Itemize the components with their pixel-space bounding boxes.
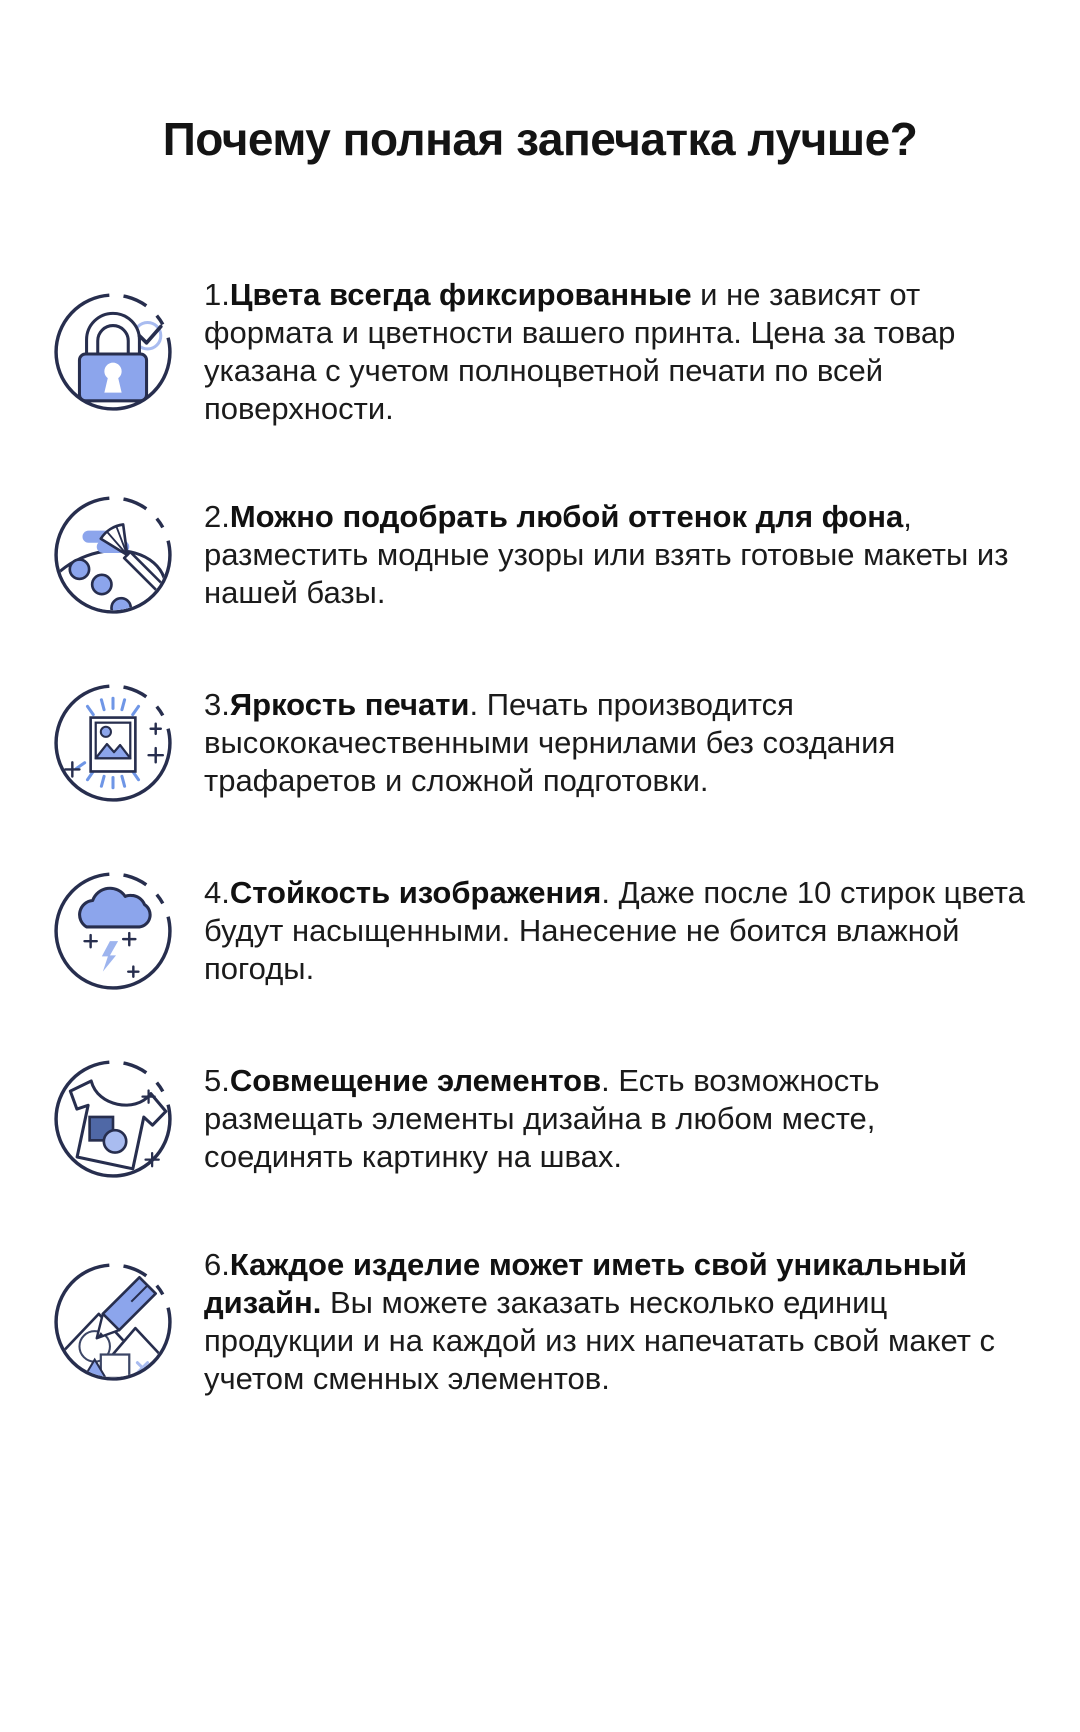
item-text [204, 1246, 1026, 1398]
list-item [52, 1246, 1080, 1398]
item-rest-text: и не зависят от формата и цветности вашего принта. Цена за товар указана с учетом полноцветной печати по всей поверхности. [204, 277, 956, 426]
item-number: 6. [204, 1247, 230, 1282]
item-number: 5. [204, 1063, 230, 1098]
list-item [52, 870, 1080, 992]
tshirt-elements-icon [52, 1058, 174, 1180]
weatherproof-cloud-icon [52, 870, 174, 992]
infographic-page [0, 112, 1080, 1732]
list-item [52, 494, 1080, 616]
page-title: Почему полная запечатка лучше? [162, 113, 918, 165]
item-number: 1. [204, 277, 230, 312]
item-text [204, 686, 1026, 800]
bright-image-icon [52, 682, 174, 804]
item-rest-text: . Печать производится высококачественными чернилами без создания трафаретов и сложной подготовки. [204, 687, 896, 798]
item-rest-text: , разместить модные узоры или взять готовые макеты из нашей базы. [204, 499, 1009, 610]
list-item [52, 276, 1080, 428]
item-text [204, 276, 1026, 428]
item-bold-text: Цвета всегда фиксированные [229, 277, 692, 312]
item-bold-text: Яркость печати [229, 687, 470, 722]
list-item [52, 1058, 1080, 1180]
list-item [52, 682, 1080, 804]
benefits-list [0, 276, 1080, 1398]
item-number: 3. [204, 687, 230, 722]
item-bold-text: Стойкость изображения [229, 875, 602, 910]
item-number: 4. [204, 875, 230, 910]
item-text [204, 498, 1026, 612]
palette-brush-icon [52, 494, 174, 616]
item-rest-text: Вы можете заказать несколько единиц продукции и на каждой из них напечатать свой макет с учетом сменных элементов. [204, 1285, 996, 1396]
item-rest-text: . Даже после 10 стирок цвета будут насыщенными. Нанесение не боится влажной погоды. [204, 875, 1025, 986]
item-bold-text: Можно подобрать любой оттенок для фона [229, 499, 904, 534]
item-text [204, 1062, 1026, 1176]
item-bold-text: Каждое изделие может иметь свой уникальный дизайн. [204, 1247, 968, 1320]
item-text [204, 874, 1026, 988]
item-number: 2. [204, 499, 230, 534]
item-bold-text: Совмещение элементов [229, 1063, 602, 1098]
unique-design-pencil-icon [52, 1261, 174, 1383]
lock-check-icon [52, 291, 174, 413]
item-rest-text: . Есть возможность размещать элементы дизайна в любом месте, соединять картинку на швах. [204, 1063, 880, 1174]
